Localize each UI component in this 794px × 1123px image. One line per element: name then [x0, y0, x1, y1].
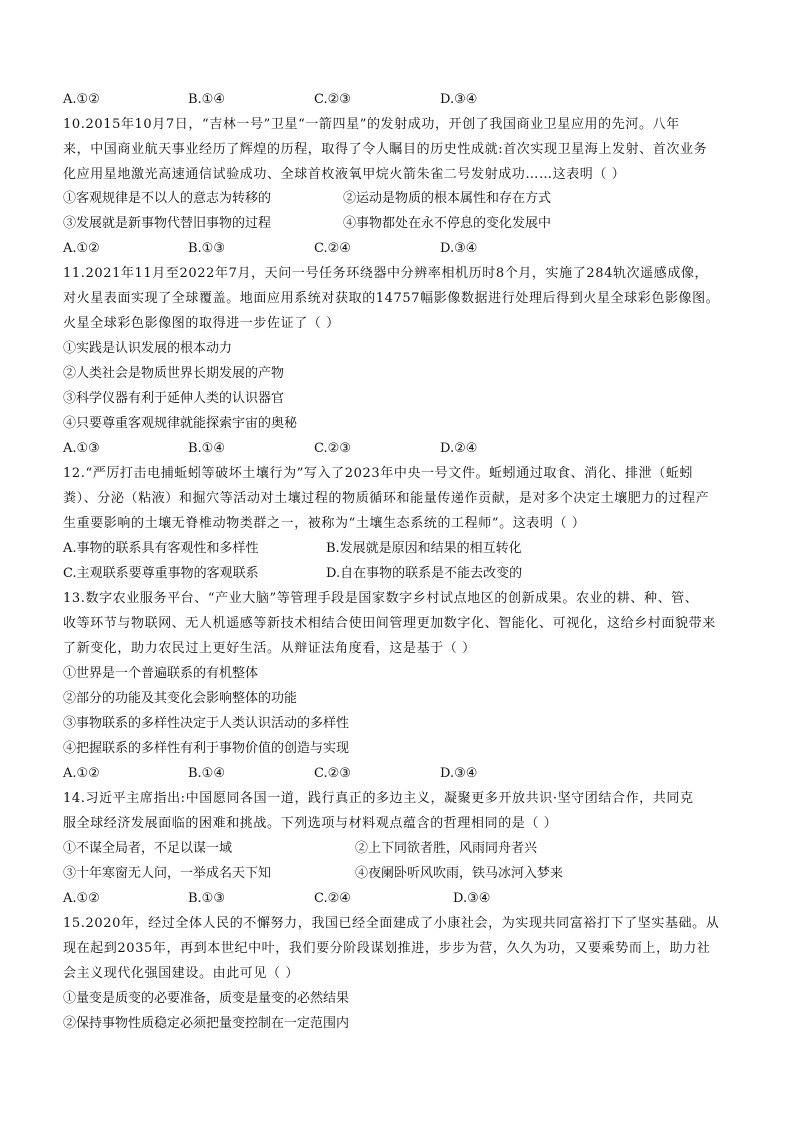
- statement-4: ④只要尊重客观规律就能探索宇宙的奥秘: [63, 416, 298, 431]
- question-text-line: 14.习近平主席指出:中国愿同各国一道，践行真正的多边主义，凝聚更多开放共识·坚守团结合作，共同克: [63, 791, 694, 806]
- q12-options-row: [63, 540, 743, 558]
- question-text-line: 13.数字农业服务平台、“产业大脑”等管理手段是国家数字乡村试点地区的创新成果。农业的耕、种、管、: [63, 591, 699, 606]
- question-text-line: 对火星表面实现了全球覆盖。地面应用系统对获取的14757幅影像数据进行处理后得到火星全球彩色影像图。: [63, 291, 720, 306]
- option-d: D.③④: [453, 891, 491, 906]
- option-d: D.②④: [440, 441, 478, 456]
- question-text-line: 化应用星地激光高速通信试验成功、全球首枚液氧甲烷火箭朱雀二号发射成功……这表明（ ）: [63, 167, 626, 182]
- option-a: A.①②: [63, 766, 100, 781]
- statement-row: [63, 215, 743, 233]
- question-text-line: 12.“严厉打击电捕蚯蚓等破坏土壤行为”写入了2023年中央一号文件。蚯蚓通过取食、消化、排泄（蚯蚓: [63, 466, 694, 481]
- q12-options-row: [63, 565, 743, 583]
- option-a: A.事物的联系具有客观性和多样性: [63, 541, 259, 556]
- option-d: D.自在事物的联系是不能去改变的: [326, 566, 523, 581]
- statement-1: ①不谋全局者，不足以谋一域: [63, 841, 233, 856]
- option-c: C.②③: [314, 441, 351, 456]
- option-c: C.②④: [314, 241, 351, 256]
- statement-4: ④把握联系的多样性有利于事物价值的创造与实现: [63, 741, 350, 756]
- statement-row: [63, 190, 743, 208]
- option-c: C.②③: [314, 92, 351, 107]
- question-text-line: 收等环节与物联网、无人机遥感等新技术相结合使田间管理更加数字化、智能化、可视化，这给乡村面貌带来: [63, 616, 716, 631]
- statement-1: ①实践是认识发展的根本动力: [63, 341, 233, 356]
- option-a: A.①②: [63, 891, 100, 906]
- option-a: A.①②: [63, 241, 100, 256]
- statement-2: ②运动是物质的根本属性和存在方式: [343, 191, 552, 206]
- statement-3: ③事物联系的多样性决定于人类认识活动的多样性: [63, 716, 350, 731]
- option-b: B.①④: [188, 766, 225, 781]
- question-text-line: 服全球经济发展面临的困难和挑战。下列选项与材料观点蕴含的哲理相同的是（ ）: [63, 816, 558, 831]
- q13-options: [63, 765, 743, 783]
- option-a: A.①②: [63, 92, 100, 107]
- statement-row: [63, 865, 743, 883]
- q11-options: [63, 440, 743, 458]
- q10-options: [63, 240, 743, 258]
- statement-1: ①客观规律是不以人的意志为转移的: [63, 191, 272, 206]
- option-d: D.③④: [440, 766, 478, 781]
- statement-1: ①世界是一个普遍联系的有机整体: [63, 666, 259, 681]
- question-text-line: 了新变化，助力农民过上更好生活。从辩证法角度看，这是基于（ ）: [63, 641, 476, 656]
- statement-2: ②上下同欲者胜，风雨同舟者兴: [355, 841, 538, 856]
- option-b: B.①④: [188, 92, 225, 107]
- statement-1: ①量变是质变的必要准备，质变是量变的必然结果: [63, 991, 350, 1006]
- option-c: C.主观联系要尊重事物的客观联系: [63, 566, 259, 581]
- question-text-line: 现在起到2035年，再到本世纪中叶，我们要分阶段谋划推进，步步为营，久久为功，又要乘势而上，助力社: [63, 941, 711, 956]
- q14-options: [63, 890, 743, 908]
- statement-2: ②保持事物性质稳定必须把量变控制在一定范围内: [63, 1016, 350, 1031]
- statement-3: ③十年寒窗无人问，一举成名天下知: [63, 866, 272, 881]
- question-text-line: 来，中国商业航天事业经历了辉煌的历程，取得了令人瞩目的历史性成就:首次实现卫星海上发射、首次业务: [63, 142, 708, 157]
- option-a: A.①③: [63, 441, 100, 456]
- option-d: D.③④: [440, 92, 478, 107]
- option-d: D.③④: [440, 241, 478, 256]
- statement-2: ②部分的功能及其变化会影响整体的功能: [63, 691, 298, 706]
- q9-options: [63, 91, 743, 109]
- option-b: B.①③: [188, 241, 225, 256]
- statement-4: ④事物都处在永不停息的变化发展中: [343, 216, 552, 231]
- question-text-line: 11.2021年11月至2022年7月，天问一号任务环绕器中分辨率相机历时8个月，实施了284轨次遥感成像，: [63, 266, 709, 281]
- option-c: C.②④: [314, 891, 351, 906]
- question-text-line: 火星全球彩色影像图的取得进一步佐证了（ ）: [63, 316, 340, 331]
- statement-row: [63, 840, 743, 858]
- option-b: B.①③: [188, 891, 225, 906]
- statement-3: ③发展就是新事物代替旧事物的过程: [63, 216, 272, 231]
- question-text-line: 15.2020年，经过全体人民的不懈努力，我国已经全面建成了小康社会，为实现共同富裕打下了坚实基础。从: [63, 916, 720, 931]
- option-c: C.②③: [314, 766, 351, 781]
- statement-3: ③科学仪器有利于延伸人类的认识器官: [63, 391, 285, 406]
- question-text-line: 粪）、分泌（粘液）和掘穴等活动对土壤过程的物质循环和能量传递作贡献，是对多个决定土壤肥力的过程产: [63, 491, 710, 506]
- option-b: B.发展就是原因和结果的相互转化: [326, 541, 522, 556]
- option-b: B.①④: [188, 441, 225, 456]
- question-text-line: 10.2015年10月7日，“吉林一号”卫星“一箭四星”的发射成功，开创了我国商业卫星应用的先河。八年: [63, 117, 680, 132]
- question-text-line: 会主义现代化强国建设。由此可见（ ）: [63, 966, 299, 981]
- question-text-line: 生重要影响的土壤无脊椎动物类群之一，被称为“土壤生态系统的工程师”。这表明（ ）: [63, 516, 586, 531]
- statement-4: ④夜阑卧听风吹雨，铁马冰河入梦来: [355, 866, 564, 881]
- statement-2: ②人类社会是物质世界长期发展的产物: [63, 366, 285, 381]
